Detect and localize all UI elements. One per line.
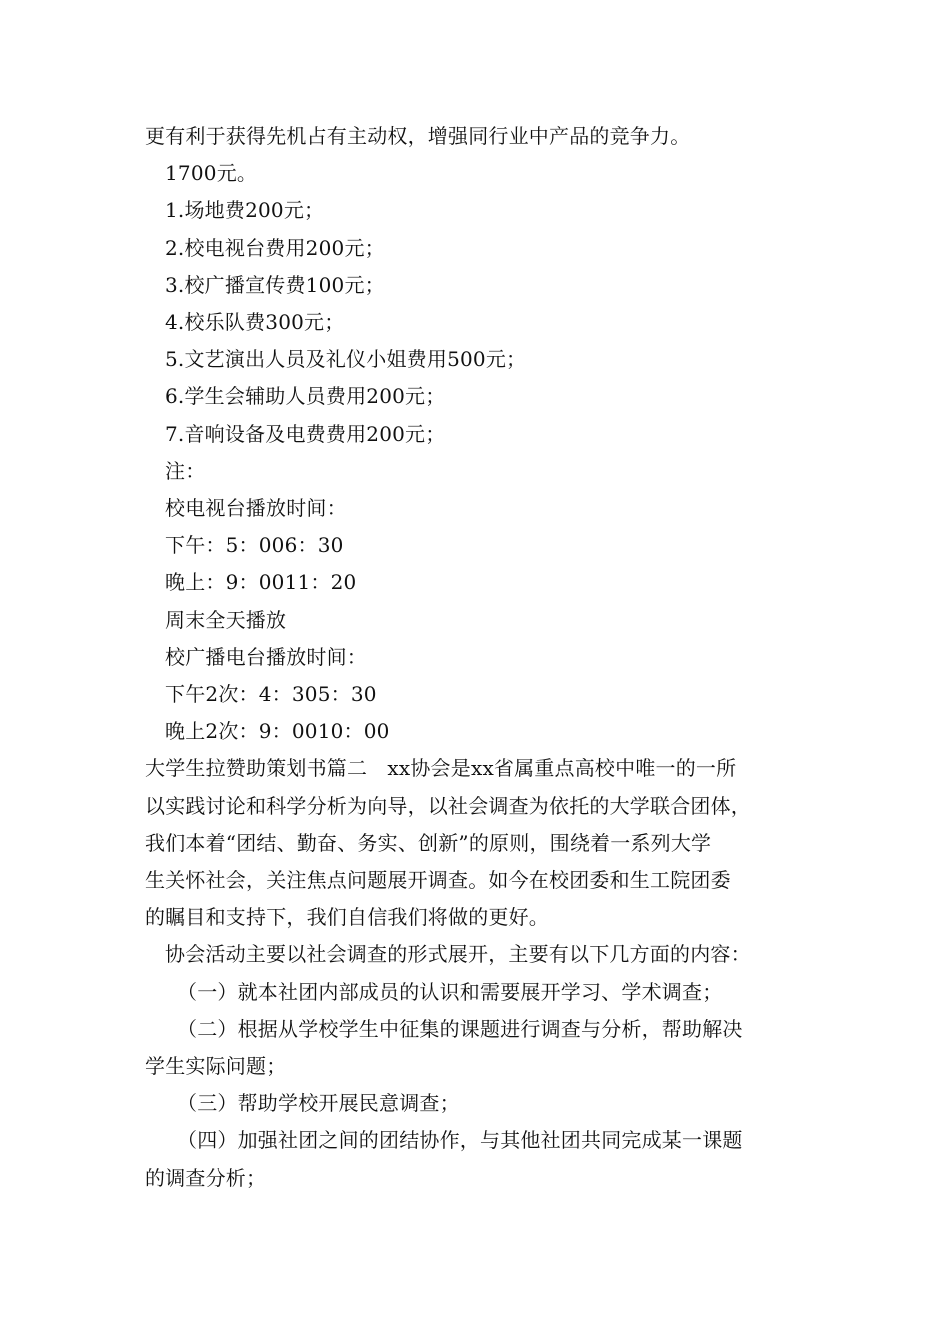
- text-line: 更有利于获得先机占有主动权，增强同行业中产品的竞争力。: [145, 124, 691, 148]
- schedule-line: 下午2次：4：305：30: [165, 682, 377, 707]
- budget-item: 3.校广播宣传费100元；: [165, 272, 385, 297]
- activities-paragraph: 协会活动主要以社会调查的形式展开，主要有以下几方面的内容：: [165, 942, 751, 967]
- budget-item: 6.学生会辅助人员费用200元；: [165, 384, 446, 409]
- paragraph-line: 生关怀社会，关注焦点问题展开调查。如今在校团委和生工院团委: [145, 868, 731, 893]
- schedule-heading: 校广播电台播放时间：: [165, 644, 367, 669]
- schedule-line: 周末全天播放: [165, 607, 287, 632]
- activity-item: （三）帮助学校开展民意调查；: [177, 1091, 460, 1116]
- paragraph-line: 学生实际问题；: [145, 1054, 287, 1079]
- budget-item: 4.校乐队费300元；: [165, 310, 345, 335]
- paragraph-line: 的调查分析；: [145, 1165, 267, 1190]
- budget-item: 7.音响设备及电费费用200元；: [165, 421, 446, 446]
- paragraph-line: 大学生拉赞助策划书篇二 xx协会是xx省属重点高校中唯一的一所: [145, 756, 737, 781]
- budget-item: 2.校电视台费用200元；: [165, 235, 385, 260]
- paragraph-line: 的瞩目和支持下，我们自信我们将做的更好。: [145, 905, 549, 930]
- note-label: 注：: [165, 458, 206, 483]
- activity-item: [145, 1122, 835, 1196]
- budget-item: 5.文艺演出人员及礼仪小姐费用500元；: [165, 347, 527, 372]
- schedule-line: 晚上2次：9：0010：00: [165, 719, 390, 744]
- paragraph-line: （四）加强社团之间的团结协作，与其他社团共同完成某一课题: [177, 1128, 743, 1153]
- intro-paragraph: [145, 750, 835, 936]
- paragraph-line: （二）根据从学校学生中征集的课题进行调查与分析，帮助解决: [177, 1016, 743, 1041]
- budget-item: 1.场地费200元；: [165, 198, 325, 223]
- schedule-line: 晚上：9：0011：20: [165, 570, 357, 595]
- schedule-heading: 校电视台播放时间：: [165, 496, 347, 521]
- paragraph-line: 我们本着“团结、勤奋、务实、创新”的原则，围绕着一系列大学: [145, 830, 712, 855]
- document-page: [145, 118, 835, 1197]
- text-line: 1700元。: [165, 161, 258, 186]
- activity-item: [145, 1011, 835, 1085]
- schedule-line: 下午：5：006：30: [165, 533, 344, 558]
- paragraph-line: 以实践讨论和科学分析为向导，以社会调查为依托的大学联合团体，: [145, 793, 751, 818]
- activity-item: （一）就本社团内部成员的认识和需要展开学习、学术调查；: [177, 979, 723, 1004]
